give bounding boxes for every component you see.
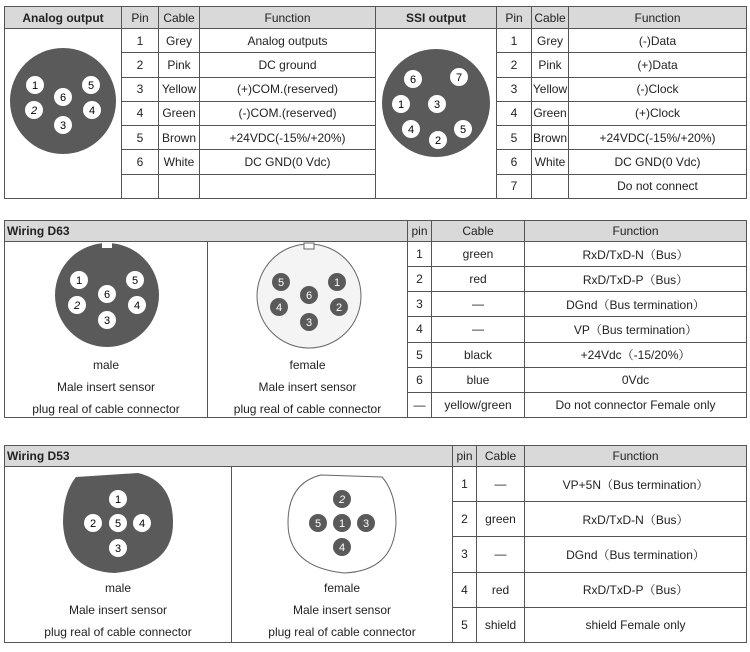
d63-header-pin: pin bbox=[408, 221, 432, 242]
d53-cable-cell: green bbox=[477, 502, 525, 537]
d63-male-pin-1 bbox=[70, 271, 88, 289]
d63-cable-cell: — bbox=[432, 317, 525, 342]
d53-male-line2: Male insert sensor bbox=[68, 603, 168, 617]
svg-text:3: 3 bbox=[103, 315, 111, 327]
ssi-header-cable: Cable bbox=[532, 7, 569, 29]
svg-text:4: 4 bbox=[133, 300, 141, 312]
d63-male-line3: plug real of cable connector bbox=[32, 402, 180, 416]
wiring-d53-table bbox=[4, 445, 747, 643]
d63-female-pin-4 bbox=[270, 298, 288, 316]
analog-output-title: Analog output bbox=[5, 7, 122, 29]
analog-cable-cell: Grey bbox=[159, 29, 200, 53]
ssi-cable-cell: Pink bbox=[532, 53, 569, 77]
analog-pin-cell: 3 bbox=[122, 77, 159, 101]
d53-header-pin: pin bbox=[453, 446, 477, 467]
ssi-pin-cell: 2 bbox=[497, 53, 532, 77]
d53-function-cell: shield Female only bbox=[525, 607, 747, 642]
svg-text:3: 3 bbox=[59, 120, 67, 132]
d63-function-cell: +24Vdc（-15/20%） bbox=[525, 342, 747, 367]
d63-male-cell bbox=[5, 242, 208, 418]
d63-cable-cell: black bbox=[432, 342, 525, 367]
d53-cable-cell: — bbox=[477, 537, 525, 572]
analog-pin-cell bbox=[122, 174, 159, 198]
d63-female-caption: female bbox=[289, 358, 326, 372]
d53-header-function: Function bbox=[525, 446, 747, 467]
ssi-pin-cell: 3 bbox=[497, 77, 532, 101]
d53-female-pin-4 bbox=[333, 538, 351, 556]
d53-pin-cell: 2 bbox=[453, 502, 477, 537]
ssi-header-pin: Pin bbox=[497, 7, 532, 29]
svg-text:3: 3 bbox=[114, 543, 122, 555]
d53-female-caption: female bbox=[323, 581, 361, 595]
svg-text:1: 1 bbox=[31, 80, 39, 92]
svg-text:4: 4 bbox=[275, 302, 283, 314]
d63-female-line2: Male insert sensor bbox=[258, 380, 357, 394]
d63-pin-cell: — bbox=[408, 392, 432, 417]
svg-text:3: 3 bbox=[433, 99, 441, 111]
ssi-cable-cell: Brown bbox=[532, 126, 569, 150]
analog-function-cell: (+)COM.(reserved) bbox=[200, 77, 376, 101]
svg-text:5: 5 bbox=[114, 518, 122, 530]
ssi-function-cell: +24VDC(-15%/+20%) bbox=[569, 126, 747, 150]
analog-cable-cell bbox=[159, 174, 200, 198]
d53-male-pin-1 bbox=[109, 490, 127, 508]
svg-text:4: 4 bbox=[138, 518, 146, 530]
d63-male-key bbox=[102, 242, 112, 248]
svg-text:3: 3 bbox=[362, 518, 370, 530]
d63-pin-cell: 2 bbox=[408, 267, 432, 292]
d53-male-caption: male bbox=[104, 581, 131, 595]
analog-pin-cell: 4 bbox=[122, 101, 159, 125]
svg-text:1: 1 bbox=[75, 275, 83, 287]
analog-function-cell bbox=[200, 174, 376, 198]
svg-text:6: 6 bbox=[305, 290, 313, 302]
d63-female-pin-5 bbox=[272, 273, 290, 291]
d63-female-pin-6 bbox=[300, 286, 318, 304]
d53-male-connector bbox=[5, 467, 232, 577]
d53-function-cell: RxD/TxD-N（Bus） bbox=[525, 502, 747, 537]
d63-pin-cell: 1 bbox=[408, 242, 432, 267]
top-pinout-table bbox=[4, 6, 747, 199]
d53-header-cable: Cable bbox=[477, 446, 525, 467]
ssi-output-title: SSI output bbox=[376, 7, 497, 29]
d63-female-pin-1 bbox=[328, 273, 346, 291]
svg-text:5: 5 bbox=[314, 518, 322, 530]
svg-text:5: 5 bbox=[459, 124, 467, 136]
d63-function-cell: RxD/TxD-P（Bus） bbox=[525, 267, 747, 292]
svg-text:6: 6 bbox=[103, 289, 111, 301]
analog-cable-cell: Yellow bbox=[159, 77, 200, 101]
d53-female-line2: Male insert sensor bbox=[292, 603, 392, 617]
d63-male-connector bbox=[5, 242, 208, 352]
svg-text:1: 1 bbox=[397, 99, 405, 111]
svg-text:4: 4 bbox=[407, 124, 415, 136]
analog-cable-cell: Green bbox=[159, 101, 200, 125]
ssi-connector-diagram bbox=[376, 29, 497, 195]
d63-pin-cell: 4 bbox=[408, 317, 432, 342]
d53-male-pin-3 bbox=[109, 539, 127, 557]
d53-pin-cell: 3 bbox=[453, 537, 477, 572]
table-row bbox=[5, 467, 747, 502]
table-row bbox=[5, 242, 747, 267]
d63-header-function: Function bbox=[525, 221, 747, 242]
d63-female-connector bbox=[208, 242, 408, 352]
d53-cable-cell: red bbox=[477, 572, 525, 607]
svg-text:3: 3 bbox=[305, 317, 313, 329]
svg-text:4: 4 bbox=[338, 542, 346, 554]
analog-function-cell: (-)COM.(reserved) bbox=[200, 101, 376, 125]
d63-pin-cell: 6 bbox=[408, 367, 432, 392]
svg-text:2: 2 bbox=[73, 300, 81, 312]
ssi-pin-2 bbox=[429, 131, 447, 149]
ssi-cable-cell: Grey bbox=[532, 29, 569, 53]
analog-header-function: Function bbox=[200, 7, 376, 29]
ssi-connector-cell bbox=[376, 29, 497, 199]
svg-text:1: 1 bbox=[114, 494, 122, 506]
d53-female-line3: plug real of cable connector bbox=[268, 625, 416, 639]
analog-pin-cell: 6 bbox=[122, 150, 159, 174]
wiring-d53-title: Wiring D53 bbox=[5, 446, 453, 467]
ssi-function-cell: (+)Data bbox=[569, 53, 747, 77]
d63-male-line2: Male insert sensor bbox=[56, 380, 156, 394]
d63-female-pin-3 bbox=[300, 313, 318, 331]
d63-cable-cell: blue bbox=[432, 367, 525, 392]
d63-function-cell: RxD/TxD-N（Bus） bbox=[525, 242, 747, 267]
d53-pin-cell: 4 bbox=[453, 572, 477, 607]
ssi-pin-1 bbox=[392, 95, 410, 113]
d63-function-cell: VP（Bus termination） bbox=[525, 317, 747, 342]
analog-connector-cell bbox=[5, 29, 122, 199]
ssi-function-cell: (-)Clock bbox=[569, 77, 747, 101]
analog-pin-2 bbox=[25, 101, 43, 119]
analog-cable-cell: Pink bbox=[159, 53, 200, 77]
svg-text:2: 2 bbox=[30, 105, 38, 117]
analog-pin-3 bbox=[54, 116, 72, 134]
ssi-function-cell: DC GND(0 Vdc) bbox=[569, 150, 747, 174]
analog-pin-6 bbox=[54, 88, 72, 106]
d63-cable-cell: green bbox=[432, 242, 525, 267]
d53-cable-cell: — bbox=[477, 467, 525, 502]
d53-pin-cell: 5 bbox=[453, 607, 477, 642]
table-row bbox=[5, 29, 747, 53]
ssi-pin-cell: 1 bbox=[497, 29, 532, 53]
d53-pin-cell: 1 bbox=[453, 467, 477, 502]
ssi-pin-3 bbox=[428, 95, 446, 113]
ssi-function-cell: (-)Data bbox=[569, 29, 747, 53]
ssi-pin-cell: 5 bbox=[497, 126, 532, 150]
d53-male-pin-5 bbox=[109, 514, 127, 532]
ssi-pin-cell: 7 bbox=[497, 174, 532, 198]
svg-text:7: 7 bbox=[455, 72, 463, 84]
d53-function-cell: RxD/TxD-P（Bus） bbox=[525, 572, 747, 607]
ssi-pin-5 bbox=[454, 120, 472, 138]
svg-text:2: 2 bbox=[89, 518, 97, 530]
svg-text:6: 6 bbox=[409, 74, 417, 86]
svg-text:6: 6 bbox=[59, 92, 67, 104]
ssi-pin-6 bbox=[404, 70, 422, 88]
svg-text:1: 1 bbox=[338, 518, 346, 530]
analog-pin-cell: 1 bbox=[122, 29, 159, 53]
svg-text:2: 2 bbox=[335, 302, 343, 314]
d63-male-pin-2 bbox=[68, 296, 86, 314]
ssi-cable-cell: Green bbox=[532, 101, 569, 125]
d63-male-pin-5 bbox=[126, 271, 144, 289]
analog-pin-cell: 2 bbox=[122, 53, 159, 77]
svg-text:5: 5 bbox=[131, 275, 139, 287]
d53-female-pin-1 bbox=[333, 514, 351, 532]
ssi-function-cell: (+)Clock bbox=[569, 101, 747, 125]
d63-pin-cell: 5 bbox=[408, 342, 432, 367]
svg-text:5: 5 bbox=[87, 80, 95, 92]
d63-header-cable: Cable bbox=[432, 221, 525, 242]
d63-male-pin-3 bbox=[98, 311, 116, 329]
d63-function-cell: DGnd（Bus termination） bbox=[525, 292, 747, 317]
ssi-pin-cell: 6 bbox=[497, 150, 532, 174]
analog-connector-diagram bbox=[5, 29, 122, 195]
d53-function-cell: DGnd（Bus termination） bbox=[525, 537, 747, 572]
wiring-d63-title: Wiring D63 bbox=[5, 221, 408, 242]
analog-cable-cell: Brown bbox=[159, 126, 200, 150]
d63-cable-cell: red bbox=[432, 267, 525, 292]
d53-female-pin-5 bbox=[309, 514, 327, 532]
wiring-d63-table bbox=[4, 220, 747, 418]
d53-female-pin-3 bbox=[357, 514, 375, 532]
d53-female-cell bbox=[232, 467, 453, 643]
analog-function-cell: DC GND(0 Vdc) bbox=[200, 150, 376, 174]
svg-text:4: 4 bbox=[88, 105, 96, 117]
ssi-cable-cell: White bbox=[532, 150, 569, 174]
ssi-pin-4 bbox=[402, 120, 420, 138]
analog-header-cable: Cable bbox=[159, 7, 200, 29]
d53-cable-cell: shield bbox=[477, 607, 525, 642]
analog-pin-cell: 5 bbox=[122, 126, 159, 150]
d63-female-line3: plug real of cable connector bbox=[233, 402, 382, 416]
d63-cable-cell: yellow/green bbox=[432, 392, 525, 417]
ssi-pin-7 bbox=[450, 68, 468, 86]
d53-male-pin-2 bbox=[84, 514, 102, 532]
ssi-function-cell: Do not connect bbox=[569, 174, 747, 198]
d63-male-pin-4 bbox=[128, 296, 146, 314]
analog-function-cell: +24VDC(-15%/+20%) bbox=[200, 126, 376, 150]
analog-pin-5 bbox=[82, 76, 100, 94]
d63-cable-cell: — bbox=[432, 292, 525, 317]
analog-cable-cell: White bbox=[159, 150, 200, 174]
d63-male-caption: male bbox=[92, 358, 119, 372]
svg-text:2: 2 bbox=[434, 135, 442, 147]
ssi-pin-cell: 4 bbox=[497, 101, 532, 125]
d53-female-connector bbox=[232, 467, 453, 577]
analog-pin-1 bbox=[26, 76, 44, 94]
d53-male-line3: plug real of cable connector bbox=[44, 625, 192, 639]
analog-function-cell: DC ground bbox=[200, 53, 376, 77]
d63-female-key bbox=[304, 243, 314, 249]
d53-male-cell bbox=[5, 467, 232, 643]
analog-function-cell: Analog outputs bbox=[200, 29, 376, 53]
d63-male-pin-6 bbox=[98, 285, 116, 303]
ssi-cable-cell: Yellow bbox=[532, 77, 569, 101]
d63-female-cell bbox=[208, 242, 408, 418]
svg-text:5: 5 bbox=[277, 277, 285, 289]
ssi-cable-cell bbox=[532, 174, 569, 198]
analog-pin-4 bbox=[83, 101, 101, 119]
svg-text:2: 2 bbox=[338, 494, 346, 506]
d63-function-cell: 0Vdc bbox=[525, 367, 747, 392]
d63-pin-cell: 3 bbox=[408, 292, 432, 317]
d53-male-pin-4 bbox=[133, 514, 151, 532]
svg-text:1: 1 bbox=[333, 277, 341, 289]
d53-female-pin-2 bbox=[333, 490, 351, 508]
analog-header-pin: Pin bbox=[122, 7, 159, 29]
d63-female-pin-2 bbox=[330, 298, 348, 316]
ssi-header-function: Function bbox=[569, 7, 747, 29]
d63-function-cell: Do not connector Female only bbox=[525, 392, 747, 417]
d53-function-cell: VP+5N（Bus termination） bbox=[525, 467, 747, 502]
